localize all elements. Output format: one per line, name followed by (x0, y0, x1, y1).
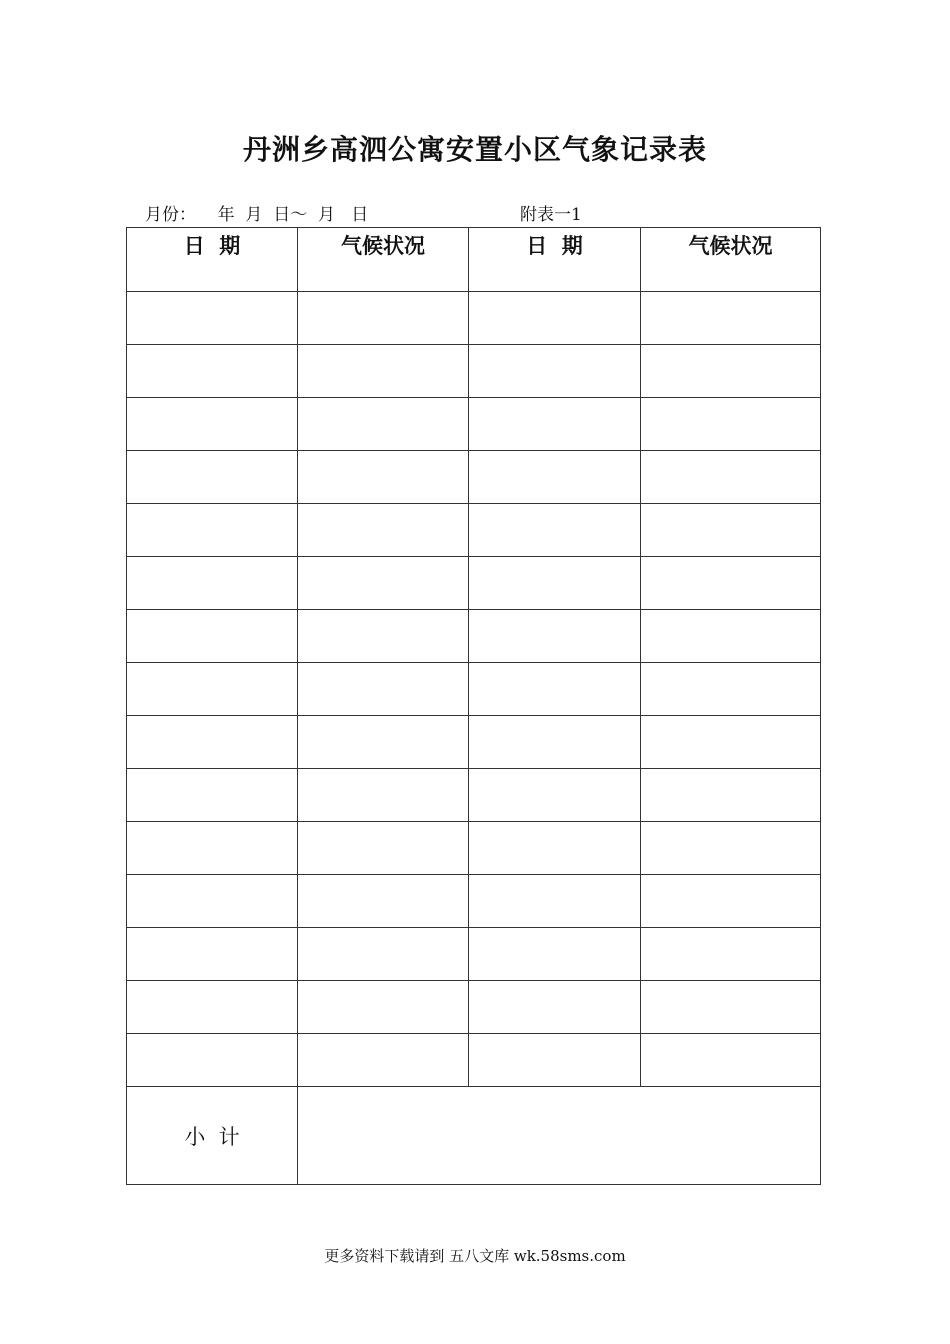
weather-cell-left[interactable] (298, 928, 469, 981)
date-cell-left[interactable] (127, 1034, 298, 1087)
date-cell-right[interactable] (469, 398, 641, 451)
date-cell-right[interactable] (469, 716, 641, 769)
weather-cell-left[interactable] (298, 1034, 469, 1087)
weather-cell-right[interactable] (641, 716, 821, 769)
weather-cell-right[interactable] (641, 769, 821, 822)
table-row (127, 610, 821, 663)
weather-cell-left[interactable] (298, 292, 469, 345)
weather-cell-right[interactable] (641, 451, 821, 504)
date-cell-left[interactable] (127, 451, 298, 504)
date-cell-right[interactable] (469, 981, 641, 1034)
weather-cell-right[interactable] (641, 928, 821, 981)
weather-cell-right[interactable] (641, 345, 821, 398)
document-title: 丹洲乡高泗公寓安置小区气象记录表 (242, 133, 707, 166)
table-row (127, 716, 821, 769)
table-body (127, 292, 821, 1185)
date-cell-right[interactable] (469, 769, 641, 822)
date-cell-right[interactable] (469, 557, 641, 610)
date-cell-left[interactable] (127, 345, 298, 398)
total-value-cell[interactable] (298, 1087, 821, 1185)
table-row (127, 1034, 821, 1087)
weather-record-table (126, 227, 821, 1185)
header-date-1: 日 期 (127, 228, 298, 292)
table-row (127, 557, 821, 610)
weather-cell-right[interactable] (641, 292, 821, 345)
table-row (127, 398, 821, 451)
weather-cell-left[interactable] (298, 663, 469, 716)
date-cell-right[interactable] (469, 292, 641, 345)
weather-cell-left[interactable] (298, 822, 469, 875)
table-row (127, 981, 821, 1034)
date-cell-right[interactable] (469, 345, 641, 398)
table-row (127, 928, 821, 981)
weather-cell-left[interactable] (298, 769, 469, 822)
date-cell-right[interactable] (469, 875, 641, 928)
month-range-line: 月份： 年 月 日～ 月 日 (145, 205, 369, 225)
weather-cell-left[interactable] (298, 345, 469, 398)
date-cell-left[interactable] (127, 716, 298, 769)
weather-cell-right[interactable] (641, 398, 821, 451)
date-cell-right[interactable] (469, 610, 641, 663)
date-cell-right[interactable] (469, 504, 641, 557)
date-cell-right[interactable] (469, 663, 641, 716)
date-cell-left[interactable] (127, 928, 298, 981)
header-weather-1: 气候状况 (298, 228, 469, 292)
table-row (127, 292, 821, 345)
weather-cell-right[interactable] (641, 504, 821, 557)
date-cell-left[interactable] (127, 981, 298, 1034)
total-label: 小 计 (127, 1087, 298, 1185)
weather-cell-right[interactable] (641, 981, 821, 1034)
weather-cell-left[interactable] (298, 504, 469, 557)
date-cell-left[interactable] (127, 610, 298, 663)
weather-cell-left[interactable] (298, 875, 469, 928)
weather-cell-left[interactable] (298, 557, 469, 610)
table-row (127, 451, 821, 504)
weather-cell-right[interactable] (641, 557, 821, 610)
weather-cell-right[interactable] (641, 663, 821, 716)
date-cell-right[interactable] (469, 1034, 641, 1087)
total-row (127, 1087, 821, 1185)
date-cell-left[interactable] (127, 292, 298, 345)
weather-cell-left[interactable] (298, 981, 469, 1034)
weather-cell-left[interactable] (298, 610, 469, 663)
date-cell-right[interactable] (469, 822, 641, 875)
date-cell-left[interactable] (127, 398, 298, 451)
header-weather-2: 气候状况 (641, 228, 821, 292)
date-cell-left[interactable] (127, 875, 298, 928)
date-cell-right[interactable] (469, 451, 641, 504)
table-row (127, 504, 821, 557)
weather-cell-right[interactable] (641, 822, 821, 875)
table-row (127, 875, 821, 928)
date-cell-left[interactable] (127, 822, 298, 875)
date-cell-right[interactable] (469, 928, 641, 981)
table-row (127, 822, 821, 875)
table-row (127, 345, 821, 398)
header-date-2: 日 期 (469, 228, 641, 292)
weather-cell-right[interactable] (641, 610, 821, 663)
date-cell-left[interactable] (127, 663, 298, 716)
weather-cell-left[interactable] (298, 398, 469, 451)
weather-cell-left[interactable] (298, 716, 469, 769)
date-cell-left[interactable] (127, 769, 298, 822)
table-header-row (127, 228, 821, 292)
table-row (127, 769, 821, 822)
appendix-label: 附表一1 (520, 205, 582, 225)
date-cell-left[interactable] (127, 557, 298, 610)
date-cell-left[interactable] (127, 504, 298, 557)
weather-cell-right[interactable] (641, 1034, 821, 1087)
table-row (127, 663, 821, 716)
footer-link-text: 更多资料下载请到 五八文库 wk.58sms.com (324, 1247, 626, 1265)
weather-cell-right[interactable] (641, 875, 821, 928)
weather-cell-left[interactable] (298, 451, 469, 504)
